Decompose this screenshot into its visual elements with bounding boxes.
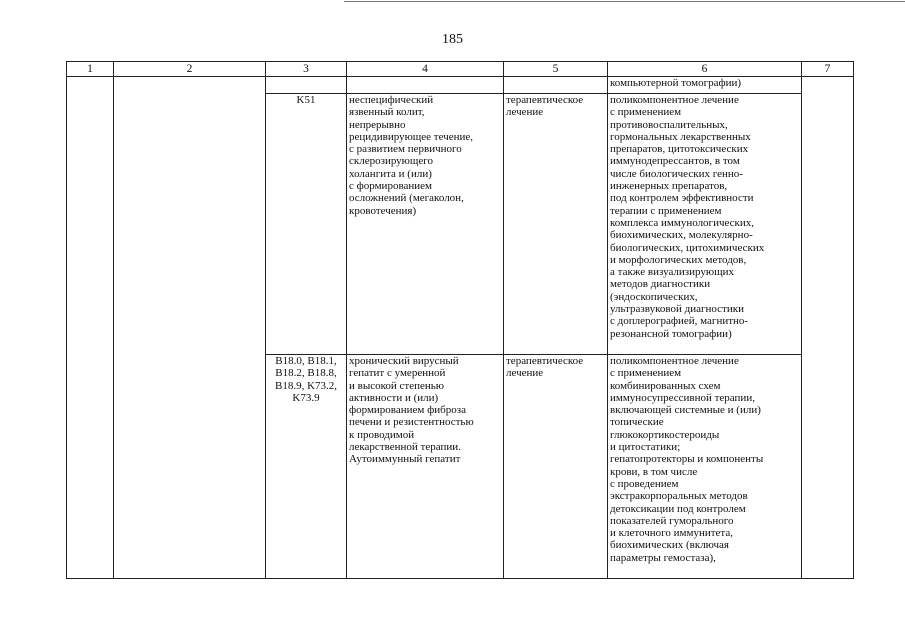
cell-profile-name [114, 77, 266, 579]
cell-patient-model: хронический вирусный гепатит с умеренной и высокой степенью активности и (или) формированием фиброза печени и резистентностью к проводимой лекарственной терапии. Аутоиммунный гепатит [347, 355, 504, 579]
cell-codes: B18.0, B18.1, B18.2, B18.8, B18.9, K73.2, K73.9 [266, 355, 347, 579]
cell-treatment-methods: поликомпонентное лечение с применением противовоспалительных, гормональных лекарственных препаратов, цитотоксических иммунодепрессантов, в том числе биологических генно- инженерных препаратов, под контролем эффективности терапии с применением комплекса иммунологических, биохимических, молекулярно- биологических, цитохимических и морфологических методов, а также визуализирующих методов диагностики (эндоскопических, ультразвуковой диагностики с доплерографией, магнитно- резонансной томографии) [608, 94, 802, 355]
cell-norm [802, 77, 854, 579]
cell-patient-model [347, 77, 504, 94]
cell-codes [266, 77, 347, 94]
page-number: 185 [442, 32, 463, 47]
cell-treatment-methods: компьютерной томографии) [608, 77, 802, 94]
column-header: 3 [266, 62, 347, 77]
cell-treatment-type: терапевтическое лечение [504, 94, 608, 355]
header-row [67, 62, 854, 77]
column-header: 7 [802, 62, 854, 77]
column-header: 1 [67, 62, 114, 77]
cell-codes: K51 [266, 94, 347, 355]
cell-treatment-type [504, 77, 608, 94]
column-header: 4 [347, 62, 504, 77]
cell-treatment-type: терапевтическое лечение [504, 355, 608, 579]
column-header: 5 [504, 62, 608, 77]
column-header: 2 [114, 62, 266, 77]
cell-treatment-methods: поликомпонентное лечение с применением комбинированных схем иммуносупрессивной терапии, включающей системные и (или) топические глюкокортикостероиды и цитостатики; гепатопротекторы и компоненты крови, в том числе с проведением экстракорпоральных методов детоксикации под контролем показателей гуморального и клеточного иммунитета, биохимических (включая параметры гемостаза), [608, 355, 802, 579]
top-rule [344, 1, 905, 2]
column-header: 6 [608, 62, 802, 77]
cell-patient-model: неспецифический язвенный колит, непрерывно рецидивирующее течение, с развитием первичного склерозирующего холангита и (или) с формированием осложнений (мегаколон, кровотечения) [347, 94, 504, 355]
table-row-continuation [67, 77, 854, 94]
medical-care-table [66, 61, 854, 579]
cell-number [67, 77, 114, 579]
